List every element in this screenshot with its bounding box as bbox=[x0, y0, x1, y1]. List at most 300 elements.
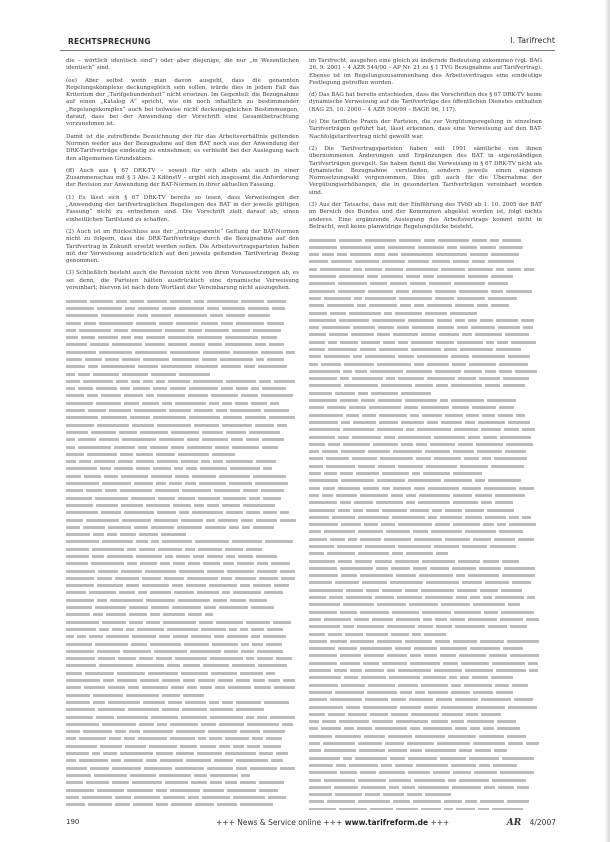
word-mark bbox=[421, 406, 449, 409]
word-mark bbox=[507, 640, 539, 643]
word-mark bbox=[83, 730, 112, 733]
word-mark bbox=[414, 363, 424, 366]
word-mark bbox=[448, 779, 456, 782]
word-mark bbox=[129, 730, 140, 733]
word-mark bbox=[409, 603, 438, 606]
word-mark bbox=[527, 596, 535, 599]
text-line bbox=[309, 514, 542, 521]
word-mark bbox=[504, 428, 519, 431]
word-mark bbox=[241, 650, 254, 653]
word-mark bbox=[398, 355, 414, 358]
word-mark bbox=[406, 552, 433, 555]
word-mark bbox=[168, 380, 190, 383]
word-mark bbox=[142, 584, 169, 587]
word-mark bbox=[425, 749, 456, 752]
word-mark bbox=[194, 424, 219, 427]
word-mark bbox=[253, 329, 281, 332]
word-mark bbox=[96, 504, 118, 507]
word-mark bbox=[483, 436, 497, 439]
word-mark bbox=[94, 460, 115, 463]
word-mark bbox=[101, 511, 121, 514]
word-mark bbox=[66, 358, 82, 361]
text-line bbox=[66, 356, 299, 363]
right-paragraph-3: (e) Die tarifliche Praxis der Parteien, die zur Vergütungsregelung in einzelnen Tarifverträgen geführt hat, lässt erkennen, dass eine Verweisung auf den BAT-Nachfolgetarifvertrag nicht gewollt war. bbox=[309, 119, 542, 140]
word-mark bbox=[309, 676, 341, 679]
word-mark bbox=[115, 577, 139, 580]
word-mark bbox=[358, 530, 383, 533]
word-mark bbox=[353, 421, 376, 424]
word-mark bbox=[382, 472, 409, 475]
word-mark bbox=[358, 465, 375, 468]
word-mark bbox=[509, 516, 519, 519]
word-mark bbox=[324, 530, 355, 533]
word-mark bbox=[410, 654, 421, 657]
word-mark bbox=[459, 749, 472, 752]
word-mark bbox=[242, 526, 250, 529]
word-mark bbox=[121, 336, 131, 339]
word-mark bbox=[405, 640, 432, 643]
word-mark bbox=[66, 343, 87, 346]
word-mark bbox=[109, 409, 131, 412]
word-mark bbox=[415, 691, 425, 694]
text-line bbox=[309, 287, 542, 294]
word-mark bbox=[124, 759, 143, 762]
text-line bbox=[66, 407, 299, 414]
word-mark bbox=[341, 684, 365, 687]
word-mark bbox=[464, 684, 492, 687]
word-mark bbox=[229, 526, 239, 529]
word-mark bbox=[309, 253, 319, 256]
word-mark bbox=[236, 759, 268, 762]
text-line bbox=[66, 451, 299, 458]
word-mark bbox=[309, 706, 343, 709]
word-mark bbox=[170, 737, 195, 740]
word-mark bbox=[472, 676, 488, 679]
word-mark bbox=[436, 341, 454, 344]
word-mark bbox=[193, 380, 223, 383]
word-mark bbox=[256, 358, 264, 361]
word-mark bbox=[214, 635, 224, 638]
word-mark bbox=[478, 421, 505, 424]
word-mark bbox=[187, 686, 197, 689]
text-line bbox=[309, 543, 542, 550]
word-mark bbox=[221, 322, 233, 325]
word-mark bbox=[174, 314, 207, 317]
word-mark bbox=[424, 633, 446, 636]
text-line bbox=[309, 638, 542, 645]
word-mark bbox=[251, 635, 260, 638]
word-mark bbox=[270, 716, 295, 719]
word-mark bbox=[412, 326, 434, 329]
text-line bbox=[66, 567, 299, 574]
word-mark bbox=[193, 555, 204, 558]
word-mark bbox=[309, 436, 335, 439]
text-line bbox=[309, 404, 542, 411]
word-mark bbox=[240, 584, 250, 587]
word-mark bbox=[138, 591, 147, 594]
word-mark bbox=[478, 808, 489, 810]
word-mark bbox=[388, 749, 407, 752]
word-mark bbox=[189, 387, 218, 390]
word-mark bbox=[309, 574, 338, 577]
word-mark bbox=[268, 679, 280, 682]
word-mark bbox=[66, 453, 84, 456]
word-mark bbox=[504, 567, 535, 570]
word-mark bbox=[425, 312, 447, 315]
word-mark bbox=[202, 431, 223, 434]
word-mark bbox=[482, 457, 491, 460]
word-mark bbox=[240, 672, 263, 675]
word-mark bbox=[390, 282, 407, 285]
word-mark bbox=[495, 501, 513, 504]
word-mark bbox=[436, 625, 452, 628]
word-mark bbox=[128, 708, 159, 711]
text-line bbox=[309, 608, 542, 615]
word-mark bbox=[334, 669, 347, 672]
text-line bbox=[66, 305, 299, 312]
word-mark bbox=[309, 457, 323, 460]
word-mark bbox=[232, 540, 262, 543]
word-mark bbox=[365, 669, 384, 672]
word-mark bbox=[414, 779, 445, 782]
word-mark bbox=[386, 530, 410, 533]
word-mark bbox=[400, 691, 412, 694]
word-mark bbox=[440, 647, 467, 650]
word-mark bbox=[162, 402, 172, 405]
word-mark bbox=[97, 789, 124, 792]
word-mark bbox=[280, 519, 296, 522]
word-mark bbox=[66, 336, 78, 339]
word-mark bbox=[453, 771, 471, 774]
text-line bbox=[309, 681, 542, 688]
word-mark bbox=[186, 759, 211, 762]
word-mark bbox=[454, 428, 478, 431]
word-mark bbox=[203, 664, 229, 667]
word-mark bbox=[430, 443, 455, 446]
word-mark bbox=[240, 730, 260, 733]
text-line bbox=[309, 725, 542, 732]
word-mark bbox=[360, 538, 381, 541]
word-mark bbox=[395, 560, 419, 563]
word-mark bbox=[340, 399, 358, 402]
word-mark bbox=[83, 380, 113, 383]
word-mark bbox=[134, 409, 166, 412]
word-mark bbox=[243, 504, 275, 507]
word-mark bbox=[93, 613, 103, 616]
word-mark bbox=[353, 509, 363, 512]
word-mark bbox=[341, 450, 365, 453]
word-mark bbox=[309, 800, 324, 803]
word-mark bbox=[223, 416, 242, 419]
word-mark bbox=[469, 363, 496, 366]
word-mark bbox=[203, 351, 230, 354]
word-mark bbox=[176, 730, 205, 733]
text-line bbox=[309, 791, 542, 798]
word-mark bbox=[484, 786, 495, 789]
text-line bbox=[309, 645, 542, 652]
word-mark bbox=[460, 246, 477, 249]
word-mark bbox=[454, 282, 485, 285]
word-mark bbox=[357, 625, 384, 628]
word-mark bbox=[381, 523, 395, 526]
word-mark bbox=[340, 654, 361, 657]
word-mark bbox=[508, 421, 530, 424]
word-mark bbox=[485, 384, 500, 387]
word-mark bbox=[445, 414, 463, 417]
word-mark bbox=[257, 562, 268, 565]
word-mark bbox=[483, 727, 494, 730]
word-mark bbox=[236, 322, 264, 325]
word-mark bbox=[160, 759, 183, 762]
word-mark bbox=[345, 633, 363, 636]
word-mark bbox=[95, 497, 128, 500]
word-mark bbox=[266, 643, 282, 646]
word-mark bbox=[156, 789, 167, 792]
word-mark bbox=[179, 511, 189, 514]
word-mark bbox=[192, 511, 223, 514]
word-mark bbox=[365, 545, 395, 548]
word-mark bbox=[509, 523, 536, 526]
word-mark bbox=[309, 465, 323, 468]
word-mark bbox=[427, 377, 455, 380]
text-line bbox=[309, 331, 542, 338]
word-mark bbox=[263, 497, 281, 500]
word-mark bbox=[261, 394, 293, 397]
word-mark bbox=[256, 519, 277, 522]
word-mark bbox=[277, 424, 287, 427]
word-mark bbox=[309, 268, 317, 271]
word-mark bbox=[109, 737, 121, 740]
word-mark bbox=[142, 402, 159, 405]
word-mark bbox=[162, 679, 180, 682]
word-mark bbox=[367, 691, 397, 694]
word-mark bbox=[309, 370, 340, 373]
word-mark bbox=[369, 304, 397, 307]
text-line bbox=[66, 524, 299, 531]
word-mark bbox=[375, 727, 407, 730]
word-mark bbox=[229, 628, 237, 631]
text-line bbox=[309, 659, 542, 666]
word-mark bbox=[83, 526, 105, 529]
word-mark bbox=[244, 365, 255, 368]
word-mark bbox=[309, 633, 325, 636]
word-mark bbox=[227, 635, 248, 638]
word-mark bbox=[508, 603, 520, 606]
word-mark bbox=[188, 796, 199, 799]
text-line bbox=[309, 382, 542, 389]
word-mark bbox=[175, 657, 207, 660]
word-mark bbox=[309, 341, 325, 344]
word-mark bbox=[119, 591, 135, 594]
word-mark bbox=[208, 730, 237, 733]
word-mark bbox=[66, 686, 81, 689]
word-mark bbox=[406, 494, 416, 497]
word-mark bbox=[459, 290, 488, 293]
word-mark bbox=[485, 581, 509, 584]
word-mark bbox=[163, 621, 196, 624]
word-mark bbox=[240, 803, 273, 806]
word-mark bbox=[171, 431, 199, 434]
word-mark bbox=[309, 735, 332, 738]
text-line bbox=[309, 550, 542, 557]
word-mark bbox=[356, 472, 379, 475]
word-mark bbox=[407, 742, 434, 745]
word-mark bbox=[338, 560, 352, 563]
word-mark bbox=[131, 380, 140, 383]
word-mark bbox=[201, 460, 210, 463]
word-mark bbox=[338, 436, 349, 439]
word-mark bbox=[66, 519, 83, 522]
word-mark bbox=[406, 370, 432, 373]
word-mark bbox=[421, 684, 448, 687]
word-mark bbox=[529, 669, 538, 672]
word-mark bbox=[84, 475, 101, 478]
text-line bbox=[66, 421, 299, 428]
footer-ad-url: www.tarifreform.de bbox=[344, 818, 429, 827]
word-mark bbox=[475, 749, 491, 752]
word-mark bbox=[398, 377, 424, 380]
word-mark bbox=[496, 348, 521, 351]
word-mark bbox=[398, 669, 431, 672]
word-mark bbox=[247, 723, 279, 726]
word-mark bbox=[327, 406, 346, 409]
word-mark bbox=[418, 246, 444, 249]
word-mark bbox=[66, 424, 94, 427]
word-mark bbox=[158, 497, 175, 500]
word-mark bbox=[221, 365, 241, 368]
word-mark bbox=[165, 781, 188, 784]
word-mark bbox=[366, 589, 379, 592]
word-mark bbox=[144, 767, 172, 770]
word-mark bbox=[253, 526, 274, 529]
word-mark bbox=[211, 672, 237, 675]
word-mark bbox=[148, 672, 178, 675]
word-mark bbox=[421, 808, 441, 810]
word-mark bbox=[129, 613, 147, 616]
word-mark bbox=[167, 628, 198, 631]
word-mark bbox=[398, 436, 431, 439]
word-mark bbox=[309, 392, 332, 395]
text-line bbox=[309, 470, 542, 477]
word-mark bbox=[309, 282, 335, 285]
word-mark bbox=[165, 329, 185, 332]
word-mark bbox=[495, 684, 509, 687]
word-mark bbox=[449, 676, 457, 679]
word-mark bbox=[88, 409, 106, 412]
word-mark bbox=[178, 497, 195, 500]
word-mark bbox=[490, 239, 499, 242]
word-mark bbox=[167, 664, 180, 667]
word-mark bbox=[343, 603, 374, 606]
word-mark bbox=[140, 431, 168, 434]
text-line bbox=[309, 805, 542, 810]
text-line bbox=[66, 487, 299, 494]
word-mark bbox=[112, 343, 142, 346]
word-mark bbox=[221, 577, 232, 580]
word-mark bbox=[153, 416, 186, 419]
word-mark bbox=[473, 691, 493, 694]
word-mark bbox=[134, 336, 143, 339]
word-mark bbox=[441, 268, 465, 271]
word-mark bbox=[199, 482, 226, 485]
word-mark bbox=[422, 560, 455, 563]
word-mark bbox=[195, 540, 229, 543]
word-mark bbox=[339, 275, 364, 278]
text-line bbox=[66, 611, 299, 618]
chapter-title: I. Tarifrecht bbox=[510, 36, 555, 45]
word-mark bbox=[387, 654, 407, 657]
word-mark bbox=[309, 611, 337, 614]
issue-info bbox=[507, 818, 556, 828]
word-mark bbox=[411, 348, 441, 351]
word-mark bbox=[412, 472, 420, 475]
word-mark bbox=[398, 523, 432, 526]
word-mark bbox=[146, 621, 160, 624]
word-mark bbox=[156, 752, 173, 755]
text-line bbox=[309, 521, 542, 528]
word-mark bbox=[259, 577, 278, 580]
word-mark bbox=[266, 672, 275, 675]
word-mark bbox=[79, 759, 108, 762]
footer-ad-prefix: +++ News & Service online +++ bbox=[216, 818, 343, 827]
text-line bbox=[66, 297, 299, 304]
word-mark bbox=[437, 742, 470, 745]
word-mark bbox=[179, 307, 204, 310]
word-mark bbox=[92, 555, 104, 558]
word-mark bbox=[112, 767, 141, 770]
text-line bbox=[66, 750, 299, 757]
word-mark bbox=[372, 618, 393, 621]
word-mark bbox=[506, 290, 532, 293]
word-mark bbox=[66, 752, 89, 755]
word-mark bbox=[455, 625, 485, 628]
word-mark bbox=[146, 394, 154, 397]
word-mark bbox=[240, 781, 256, 784]
word-mark bbox=[130, 300, 144, 303]
word-mark bbox=[66, 672, 82, 675]
word-mark bbox=[223, 562, 234, 565]
word-mark bbox=[116, 380, 128, 383]
word-mark bbox=[413, 800, 441, 803]
word-mark bbox=[497, 720, 516, 723]
word-mark bbox=[370, 808, 393, 810]
word-mark bbox=[66, 533, 90, 536]
word-mark bbox=[88, 365, 98, 368]
word-mark bbox=[157, 394, 185, 397]
word-mark bbox=[502, 757, 534, 760]
word-mark bbox=[340, 472, 353, 475]
word-mark bbox=[341, 523, 361, 526]
word-mark bbox=[339, 808, 367, 810]
word-mark bbox=[414, 487, 425, 490]
right-paragraph-2: (d) Das BAG hat bereits entschieden, dass die Vorschriften des § 67 DRK-TV keine dynamische Verweisung auf die Tarifverträge des öffentlichen Dienstes enthalten (BAG 25. 10. 2000 – 4 AZR 506/99 – BAGE 96, 117). bbox=[309, 92, 542, 113]
word-mark bbox=[416, 443, 427, 446]
word-mark bbox=[472, 239, 487, 242]
word-mark bbox=[479, 764, 490, 767]
word-mark bbox=[477, 450, 502, 453]
word-mark bbox=[214, 759, 233, 762]
word-mark bbox=[258, 664, 287, 667]
word-mark bbox=[178, 453, 209, 456]
word-mark bbox=[506, 443, 533, 446]
text-line bbox=[66, 509, 299, 516]
word-mark bbox=[388, 735, 412, 738]
word-mark bbox=[66, 300, 87, 303]
word-mark bbox=[88, 803, 112, 806]
word-mark bbox=[202, 796, 230, 799]
text-line bbox=[66, 589, 299, 596]
text-line bbox=[309, 718, 542, 725]
